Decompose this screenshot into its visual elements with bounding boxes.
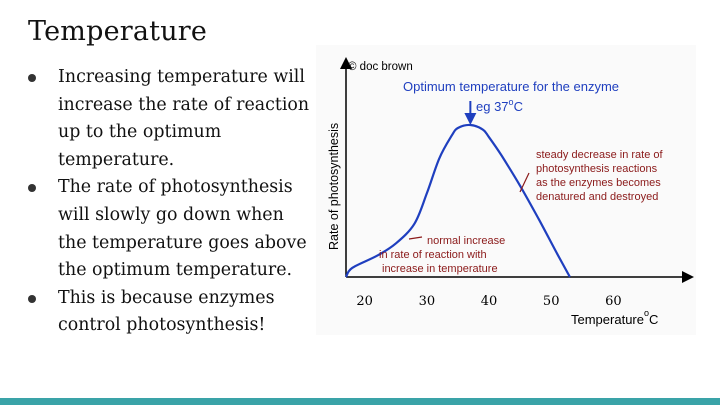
decrease-annotation: [536, 149, 664, 203]
x-tick-labels: [356, 294, 621, 309]
bullet-dot: [28, 184, 36, 192]
x-tick-label: 30: [418, 294, 436, 309]
optimum-label-prefix: eg 37: [476, 99, 509, 114]
slide-title: Temperature: [28, 16, 208, 47]
x-tick-label: 60: [605, 294, 622, 309]
decrease-pointer: [520, 173, 529, 192]
copyright-label: © doc brown: [348, 61, 413, 73]
bullet-dot: [28, 74, 36, 82]
bullet-list: [28, 64, 313, 340]
decrease-line: as the enzymes becomes: [536, 177, 661, 189]
optimum-degree: o: [508, 97, 514, 107]
x-axis-label: [571, 308, 658, 327]
chart-svg: [316, 45, 696, 335]
bullet-dot: [28, 295, 36, 303]
chart-title: Optimum temperature for the enzyme: [403, 79, 620, 94]
y-axis-label: Rate of photosynthesis: [327, 122, 341, 250]
x-axis-label-prefix: Temperature: [571, 312, 644, 327]
increase-line: normal increase: [427, 235, 506, 247]
optimum-label: [476, 97, 523, 114]
bullet-text: Increasing temperature will increase the rate of reaction up to the optimum temperature.: [58, 67, 310, 170]
bullet-item: [28, 64, 313, 174]
decrease-line: denatured and destroyed: [536, 191, 659, 203]
x-axis-degree: o: [643, 308, 649, 318]
increase-pointer: [409, 237, 422, 239]
increase-line: in rate of reaction with: [379, 249, 487, 261]
decrease-line: steady decrease in rate of: [536, 149, 663, 161]
optimum-label-suffix: C: [513, 99, 523, 114]
increase-line: increase in temperature: [382, 263, 498, 275]
x-tick-label: 50: [542, 294, 560, 309]
x-tick-label: 40: [480, 294, 498, 309]
bottom-accent-bar: [0, 398, 720, 405]
x-tick-label: 20: [356, 294, 373, 309]
optimum-arrow-head: [464, 113, 476, 125]
decrease-line: photosynthesis reactions: [536, 163, 658, 175]
x-axis-label-suffix: C: [649, 312, 659, 327]
bullet-item: [28, 174, 313, 284]
bullet-text: The rate of photosynthesis will slowly go down when the temperature goes above the optimum temperature.: [58, 177, 307, 281]
enzyme-temperature-chart: [316, 45, 696, 335]
bullet-text: This is because enzymes control photosynthesis!: [58, 287, 275, 336]
bullet-item: [28, 285, 313, 340]
